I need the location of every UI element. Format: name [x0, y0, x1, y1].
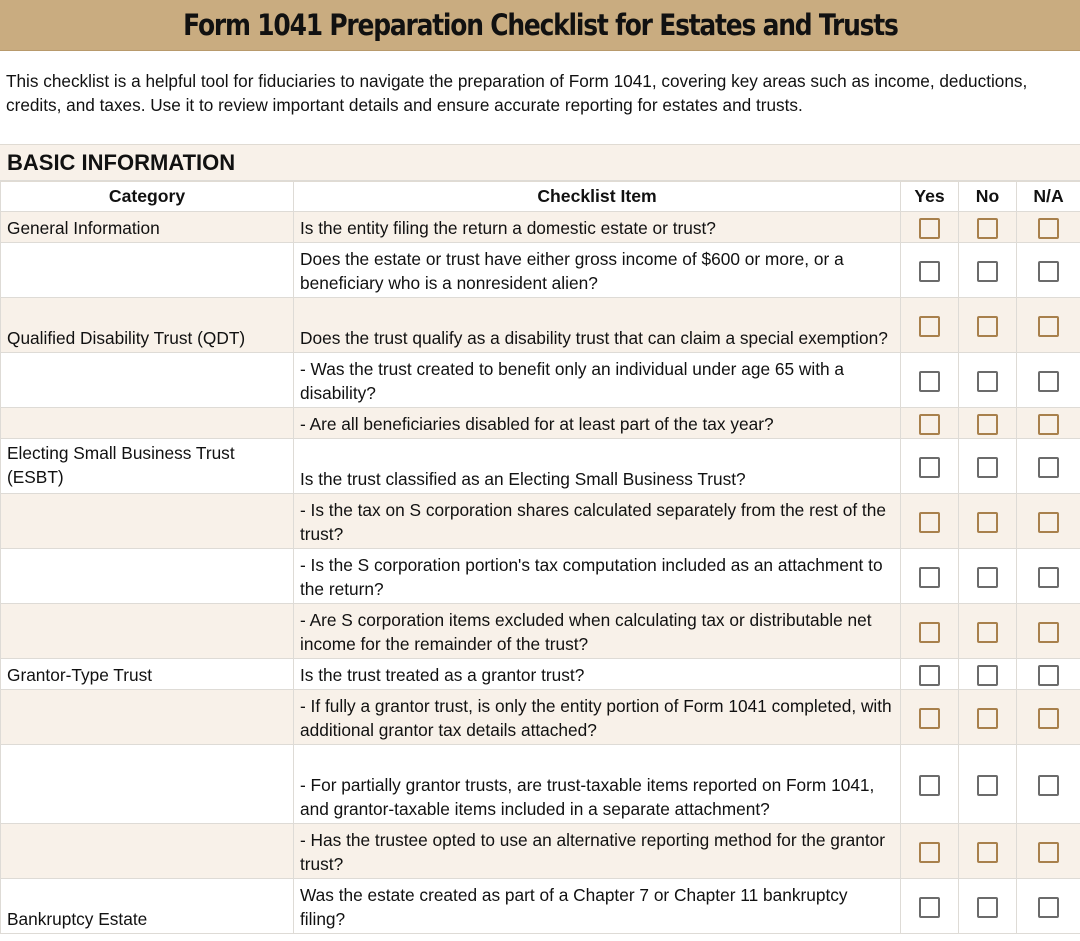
- yes-checkbox[interactable]: [919, 708, 940, 729]
- na-checkbox[interactable]: [1038, 708, 1059, 729]
- table-row: [1, 745, 1080, 824]
- na-checkbox[interactable]: [1038, 622, 1059, 643]
- table-row: [1, 353, 1080, 408]
- na-checkbox[interactable]: [1038, 218, 1059, 239]
- table-row: [1, 494, 1080, 549]
- no-checkbox[interactable]: [977, 261, 998, 282]
- category-cell: [1, 549, 294, 604]
- table-row: [1, 439, 1080, 494]
- checklist-item-cell: - For partially grantor trusts, are trust-taxable items reported on Form 1041, and grantor-taxable items included in a separate attachment?: [294, 745, 901, 824]
- table-row: [1, 824, 1080, 879]
- no-checkbox[interactable]: [977, 665, 998, 686]
- na-checkbox[interactable]: [1038, 897, 1059, 918]
- header-category: Category: [1, 181, 294, 212]
- checklist-item-cell: Does the estate or trust have either gross income of $600 or more, or a beneficiary who is a nonresident alien?: [294, 243, 901, 298]
- na-checkbox[interactable]: [1038, 414, 1059, 435]
- no-checkbox[interactable]: [977, 622, 998, 643]
- table-row: [1, 690, 1080, 745]
- yes-checkbox[interactable]: [919, 622, 940, 643]
- yes-checkbox[interactable]: [919, 512, 940, 533]
- no-checkbox[interactable]: [977, 218, 998, 239]
- no-checkbox[interactable]: [977, 371, 998, 392]
- checklist-item-cell: Does the trust qualify as a disability trust that can claim a special exemption?: [294, 298, 901, 353]
- header-yes: Yes: [901, 181, 959, 212]
- na-checkbox[interactable]: [1038, 567, 1059, 588]
- table-row: [1, 549, 1080, 604]
- checklist-table: [0, 180, 1080, 934]
- checklist-item-cell: Is the entity filing the return a domestic estate or trust?: [294, 212, 901, 243]
- category-cell: Grantor-Type Trust: [1, 659, 294, 690]
- checklist-item-cell: Was the estate created as part of a Chapter 7 or Chapter 11 bankruptcy filing?: [294, 879, 901, 934]
- category-cell: Bankruptcy Estate: [1, 879, 294, 934]
- category-cell: [1, 824, 294, 879]
- header-na: N/A: [1017, 181, 1080, 212]
- table-row: [1, 879, 1080, 934]
- category-cell: [1, 604, 294, 659]
- category-cell: [1, 745, 294, 824]
- section-header: [0, 144, 1080, 182]
- no-checkbox[interactable]: [977, 512, 998, 533]
- na-checkbox[interactable]: [1038, 842, 1059, 863]
- yes-checkbox[interactable]: [919, 457, 940, 478]
- yes-checkbox[interactable]: [919, 567, 940, 588]
- yes-checkbox[interactable]: [919, 665, 940, 686]
- table-row: [1, 243, 1080, 298]
- table-row: [1, 298, 1080, 353]
- na-checkbox[interactable]: [1038, 261, 1059, 282]
- table-row: [1, 212, 1080, 243]
- page-title: Form 1041 Preparation Checklist for Estates and Trusts: [182, 8, 898, 42]
- table-row: [1, 659, 1080, 690]
- na-checkbox[interactable]: [1038, 316, 1059, 337]
- yes-checkbox[interactable]: [919, 775, 940, 796]
- checklist-item-cell: - Is the tax on S corporation shares calculated separately from the rest of the trust?: [294, 494, 901, 549]
- no-checkbox[interactable]: [977, 775, 998, 796]
- na-checkbox[interactable]: [1038, 371, 1059, 392]
- checklist-item-cell: - Was the trust created to benefit only an individual under age 65 with a disability?: [294, 353, 901, 408]
- yes-checkbox[interactable]: [919, 218, 940, 239]
- intro-text: This checklist is a helpful tool for fiduciaries to navigate the preparation of Form 1041, covering key areas such as income, deductions, credits, and taxes. Use it to review important details and ensure accurate reporting for estates and trusts.: [6, 71, 1028, 115]
- checklist-item-cell: - If fully a grantor trust, is only the entity portion of Form 1041 completed, with additional grantor tax details attached?: [294, 690, 901, 745]
- no-checkbox[interactable]: [977, 457, 998, 478]
- category-cell: [1, 494, 294, 549]
- checklist-item-cell: - Is the S corporation portion's tax computation included as an attachment to the return?: [294, 549, 901, 604]
- table-header-row: [1, 181, 1080, 212]
- no-checkbox[interactable]: [977, 414, 998, 435]
- no-checkbox[interactable]: [977, 897, 998, 918]
- checklist-item-cell: - Are all beneficiaries disabled for at least part of the tax year?: [294, 408, 901, 439]
- na-checkbox[interactable]: [1038, 665, 1059, 686]
- category-cell: General Information: [1, 212, 294, 243]
- category-cell: [1, 690, 294, 745]
- category-cell: [1, 408, 294, 439]
- na-checkbox[interactable]: [1038, 512, 1059, 533]
- header-checklist-item: Checklist Item: [294, 181, 901, 212]
- checklist-item-cell: - Has the trustee opted to use an alternative reporting method for the grantor trust?: [294, 824, 901, 879]
- category-cell: [1, 353, 294, 408]
- yes-checkbox[interactable]: [919, 261, 940, 282]
- title-bar: [0, 0, 1080, 51]
- category-cell: Qualified Disability Trust (QDT): [1, 298, 294, 353]
- checklist-item-cell: Is the trust classified as an Electing Small Business Trust?: [294, 439, 901, 494]
- category-cell: Electing Small Business Trust (ESBT): [1, 439, 294, 494]
- section-title: BASIC INFORMATION: [7, 150, 236, 175]
- na-checkbox[interactable]: [1038, 775, 1059, 796]
- checklist-item-cell: Is the trust treated as a grantor trust?: [294, 659, 901, 690]
- na-checkbox[interactable]: [1038, 457, 1059, 478]
- header-no: No: [959, 181, 1017, 212]
- no-checkbox[interactable]: [977, 567, 998, 588]
- yes-checkbox[interactable]: [919, 414, 940, 435]
- yes-checkbox[interactable]: [919, 371, 940, 392]
- yes-checkbox[interactable]: [919, 842, 940, 863]
- category-cell: [1, 243, 294, 298]
- table-row: [1, 408, 1080, 439]
- no-checkbox[interactable]: [977, 316, 998, 337]
- yes-checkbox[interactable]: [919, 316, 940, 337]
- yes-checkbox[interactable]: [919, 897, 940, 918]
- no-checkbox[interactable]: [977, 842, 998, 863]
- table-row: [1, 604, 1080, 659]
- checklist-item-cell: - Are S corporation items excluded when calculating tax or distributable net income for the remainder of the trust?: [294, 604, 901, 659]
- no-checkbox[interactable]: [977, 708, 998, 729]
